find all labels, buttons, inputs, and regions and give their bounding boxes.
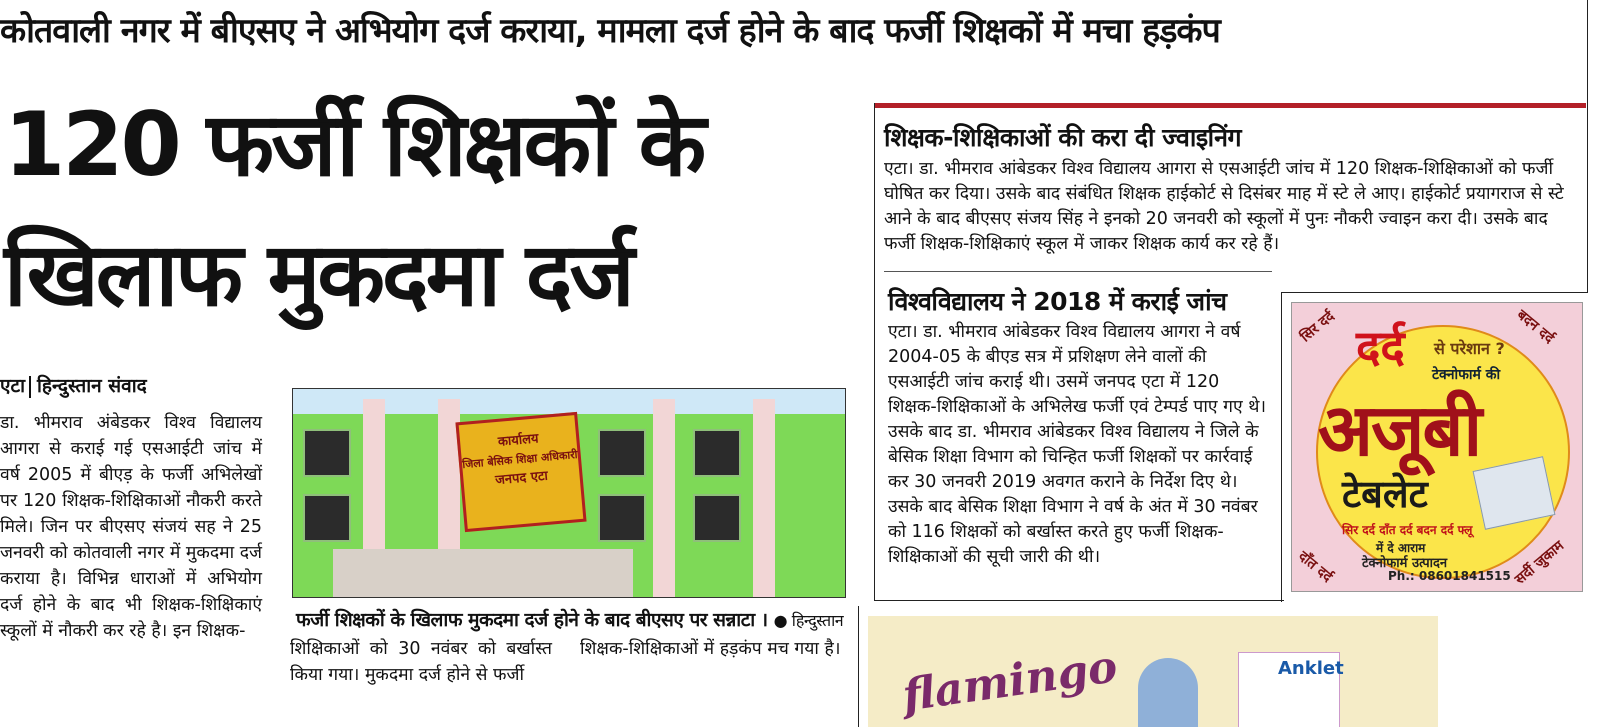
news-photo: [292, 388, 846, 598]
sidebar-red-rule: [874, 103, 1586, 108]
sign-line-3: जनपद एटा: [494, 468, 549, 489]
ad-pain-word: दर्द: [1356, 320, 1405, 374]
ad-uses: सिर दर्द दाँत दर्द बदन दर्द फ्लू: [1342, 523, 1473, 537]
sidebar-divider: [884, 271, 1272, 272]
tablet-advertisement: [1291, 302, 1583, 592]
byline-place: एटा: [0, 375, 26, 397]
byline-source: हिन्दुस्तान संवाद: [37, 375, 147, 397]
sidebar-left-rule: [874, 103, 875, 600]
photo-window: [693, 494, 741, 542]
ad-relief: में दे आराम: [1376, 541, 1426, 555]
main-headline-line1: 120 फर्जी शिक्षकों के: [4, 93, 704, 196]
person-figure: [1138, 658, 1198, 727]
caption-text: फर्जी शिक्षकों के खिलाफ मुकदमा दर्ज होने के बाद बीएसए पर सन्नाटा ।: [296, 609, 768, 631]
photo-porch: [333, 549, 633, 597]
sidebar1-body: एटा। डा. भीमराव आंबेडकर विश्व विद्यालय आगरा से एसआईटी जांच में 120 शिक्षक-शिक्षिकाओं को फर्जी घोषित कर दिया। उसके बाद संबंधित शिक्षक हाईकोर्ट से दिसंबर माह में स्टे ले आए। हाईकोर्ट प्रयागराज से स्टे आने के बाद बीएसए संजय सिंह ने इनको 20 जनवरी को स्कूलों में पुनः नौकरी ज्वाइन करा दी। उसके बाद फर्जी शिक्षक-शिक्षिकाएं स्कूल में जाकर शिक्षक कार्य कर रहे हैं।: [884, 159, 1564, 254]
photo-window: [693, 429, 741, 477]
sidebar2-title: विश्वविद्यालय ने 2018 में कराई जांच: [888, 287, 1227, 316]
ad-left-rule: [1281, 292, 1282, 602]
story-column-3: शिक्षक-शिक्षिकाओं में हड़कंप मच गया है।: [580, 639, 841, 659]
ad-maker-line: टेक्नोफार्म की: [1432, 367, 1501, 383]
sidebar-bottom-rule: [874, 600, 1284, 601]
ad-phone: Ph.: 08601841515: [1388, 569, 1511, 583]
caption-credit: ● हिन्दुस्तान: [773, 611, 844, 630]
byline: [0, 372, 147, 398]
photo-window: [598, 429, 646, 477]
photo-window: [598, 494, 646, 542]
ad2-left-rule: [858, 606, 859, 727]
ad-corner-top-left: सिर दर्द: [1297, 308, 1338, 346]
flamingo-logo: flamingo: [899, 641, 1121, 722]
photo-caption: [296, 606, 843, 632]
ad-maker: टेक्नोफार्म उत्पादन: [1362, 556, 1448, 571]
ad-corner-top-right: बदन दर्द: [1513, 306, 1557, 347]
ad-brand-name: अजूबी: [1318, 388, 1481, 472]
photo-window: [303, 494, 351, 542]
sign-line-2: जिला बेसिक शिक्षा अधिकारी: [461, 448, 579, 472]
sidebar2-body: एटा। डा. भीमराव आंबेडकर विश्व विद्यालय आगरा ने वर्ष 2004-05 के बीएड सत्र में प्रशिक्षण लेने वालों की एसआईटी जांच कराई थी। उसमें जनपद एटा में 120 शिक्षक-शिक्षिकाओं के अभिलेख फर्जी एवं टेम्पर्ड पाए गए थे। उसके बाद डा. भीमराव आंबेडकर विश्व विद्यालय ने जिले के बेसिक शिक्षा विभाग को चिन्हित फर्जी शिक्षकों पर कार्रवाई कर 30 जनवरी 2019 अवगत कराने के निर्देश दिए थे। उसके बाद बेसिक शिक्षा विभाग ने वर्ष के अंत में 30 नवंबर को 116 शिक्षकों को बर्खास्त करते हुए फर्जी शिक्षक-शिक्षिकाओं की सूची जारी की थी।: [888, 322, 1267, 567]
photo-window: [303, 429, 351, 477]
ad-product-name: टेबलेट: [1342, 472, 1428, 516]
ad-corner-bottom-right: सर्दी जुकाम: [1512, 537, 1568, 588]
sidebar-right-rule: [1587, 0, 1588, 293]
ad-pain-suffix: से परेशान ?: [1434, 339, 1505, 358]
main-headline: [4, 80, 844, 340]
photo-pillar: [653, 399, 675, 598]
kicker-headline: कोतवाली नगर में बीएसए ने अभियोग दर्ज कराया, मामला दर्ज होने के बाद फर्जी शिक्षकों में मचा हड़कंप: [0, 11, 1220, 51]
sidebar1-title: शिक्षक-शिक्षिकाओं की करा दी ज्वाइनिंग: [884, 123, 1242, 152]
sign-line-1: कार्यालय: [497, 431, 540, 450]
ad-corner-bottom-left: दाँत दर्द: [1295, 548, 1336, 586]
photo-pillar: [753, 399, 775, 598]
story-column-2: शिक्षिकाओं को 30 नवंबर को बर्खास्त किया गया। मुकदमा दर्ज होने से फर्जी: [290, 639, 552, 685]
product-name: Anklet: [1278, 658, 1344, 679]
office-signboard: [455, 412, 586, 532]
main-headline-line2: खिलाफ मुकदमा दर्ज: [4, 223, 632, 326]
ad-top-rule: [1281, 292, 1587, 293]
story-column-1: डा. भीमराव अंबेडकर विश्व विद्यालय आगरा से कराई गई एसआईटी जांच में वर्ष 2005 में बीएड़ के फर्जी अभिलेखों पर 120 शिक्षक-शिक्षिकाओं नौकरी करते मिले। जिन पर बीएसए संजयं सह ने 25 जनवरी को कोतवाली नगर में मुकदमा दर्ज कराया है। विभिन्न धाराओं में अभियोग दर्ज होने के बाद भी शिक्षक-शिक्षिकाएं स्कूलों में नौकरी कर रहे है। इन शिक्षक-: [0, 413, 262, 641]
byline-separator: [29, 376, 31, 398]
flamingo-advertisement: [868, 616, 1438, 727]
